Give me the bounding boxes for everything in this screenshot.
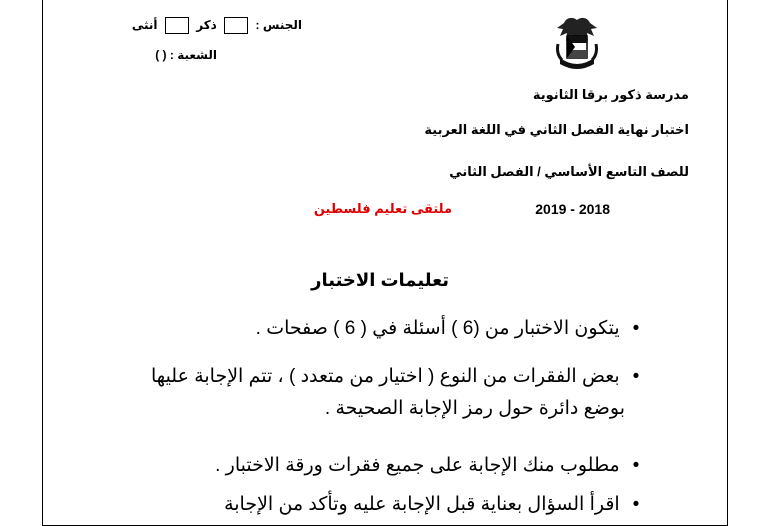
school-year: 2019 - 2018	[535, 201, 610, 217]
source-label: ملتقى تعليم فلسطين	[313, 201, 452, 216]
male-checkbox[interactable]	[224, 17, 248, 34]
female-checkbox[interactable]	[165, 17, 189, 34]
instruction-item-2: • بعض الفقرات من النوع ( اختيار من متعدد ) ، تتم الإجابة عليها	[151, 362, 647, 392]
bullet-icon: •	[632, 366, 640, 387]
female-label: أنثى	[131, 18, 158, 32]
school-name: مدرسة ذكور برقا الثانوية	[532, 87, 689, 102]
gender-label: الجنس :	[255, 18, 302, 32]
bullet-icon: •	[632, 455, 640, 476]
bullet-icon: •	[632, 494, 640, 515]
instruction-item-3: • مطلوب منك الإجابة على جميع فقرات ورقة الاختبار .	[215, 451, 647, 481]
instructions-heading: تعليمات الاختبار	[311, 270, 449, 290]
grade-label: للصف التاسع الأساسي / الفصل الثاني	[449, 164, 689, 179]
exam-title: اختبار نهاية الفصل الثاني في اللغة العربية	[424, 122, 689, 137]
instruction-item-2-continued: بوضع دائرة حول رمز الإجابة الصحيحة .	[324, 398, 625, 419]
page-border	[42, 0, 728, 526]
instruction-item-4-partial: • اقرأ السؤال بعناية قبل الإجابة عليه وتأكد من الإجابة	[224, 490, 647, 520]
bullet-icon: •	[632, 318, 640, 339]
gender-row	[132, 15, 302, 35]
instruction-item-1: • يتكون الاختبار من (6 ) أسئلة في ( 6 ) صفحات .	[256, 314, 647, 344]
section-label: الشعبة : ( )	[155, 48, 217, 62]
palestine-emblem-icon	[554, 14, 600, 74]
male-label: ذكر	[196, 18, 217, 32]
